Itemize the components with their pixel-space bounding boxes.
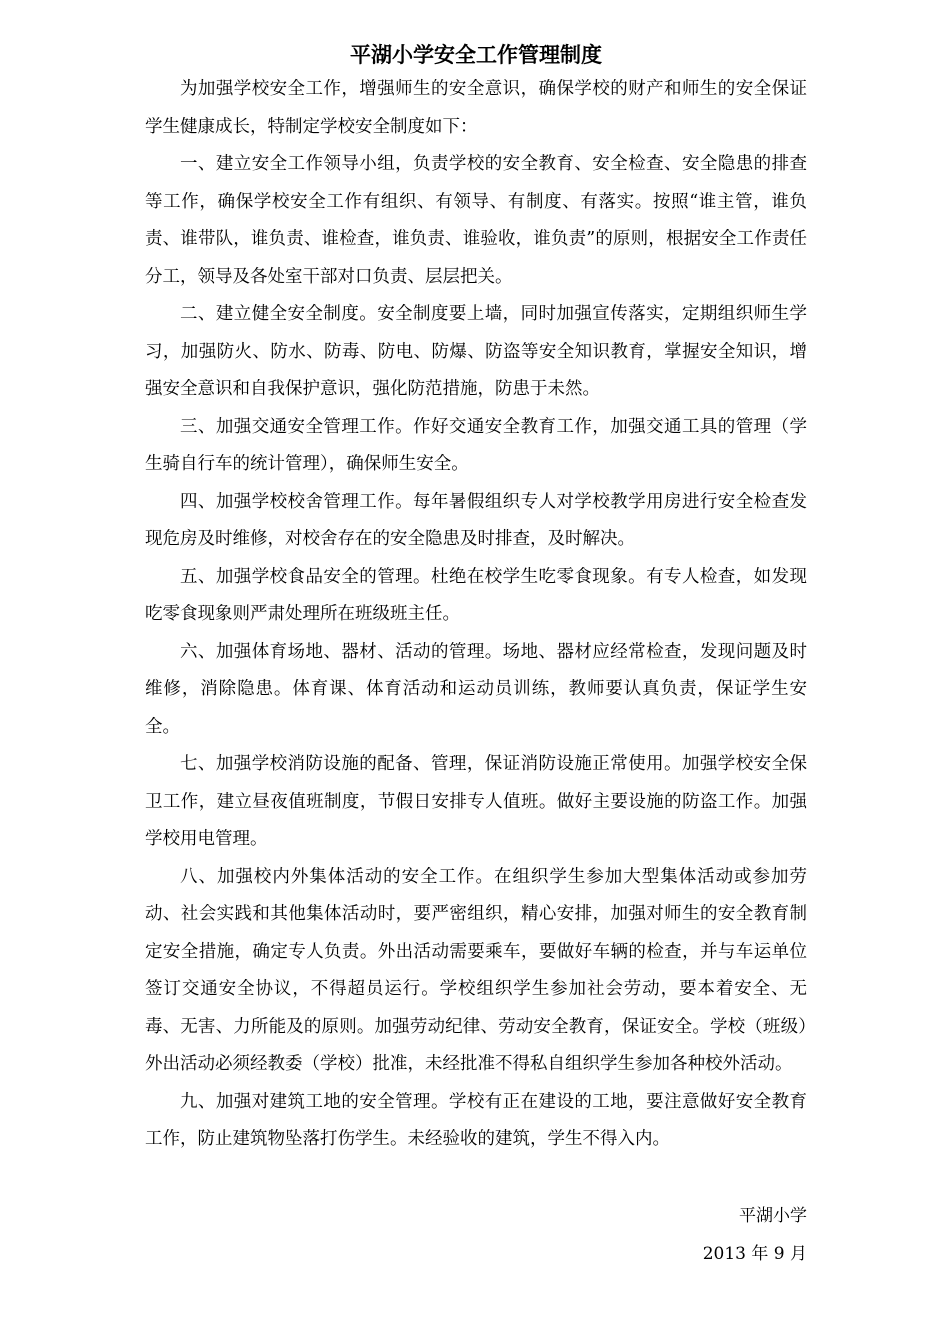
clause-5: 五、加强学校食品安全的管理。杜绝在校学生吃零食现象。有专人检查，如发现吃零食现象则严肃处理所在班级班主任。: [145, 566, 807, 624]
clause-3: 三、加强交通安全管理工作。作好交通安全教育工作，加强交通工具的管理（学生骑自行车的统计管理），确保师生安全。: [145, 416, 807, 474]
document-page: [145, 40, 807, 1273]
document-title: 平湖小学安全工作管理制度: [350, 43, 602, 67]
clause-2: 二、建立健全安全制度。安全制度要上墙，同时加强宣传落实，定期组织师生学习，加强防火、防水、防毒、防电、防爆、防盗等安全知识教育，掌握安全知识，增强安全意识和自我保护意识，强化防范措施，防患于未然。: [145, 304, 807, 399]
signature-block: [145, 1197, 807, 1273]
intro-paragraph: 为加强学校安全工作，增强师生的安全意识，确保学校的财产和师生的安全保证学生健康成长，特制定学校安全制度如下：: [145, 79, 807, 137]
clause-7: 七、加强学校消防设施的配备、管理，保证消防设施正常使用。加强学校安全保卫工作，建立昼夜值班制度，节假日安排专人值班。做好主要设施的防盗工作。加强学校用电管理。: [145, 754, 807, 849]
clause-1: 一、建立安全工作领导小组，负责学校的安全教育、安全检查、安全隐患的排查等工作，确保学校安全工作有组织、有领导、有制度、有落实。按照“谁主管，谁负责、谁带队，谁负责、谁检查，谁负责、谁验收，谁负责”的原则，根据安全工作责任分工，领导及各处室干部对口负责、层层把关。: [145, 154, 807, 287]
clause-8: 八、加强校内外集体活动的安全工作。在组织学生参加大型集体活动或参加劳动、社会实践和其他集体活动时，要严密组织，精心安排，加强对师生的安全教育制定安全措施，确定专人负责。外出活动需要乘车，要做好车辆的检查，并与车运单位签订交通安全协议，不得超员运行。学校组织学生参加社会劳动，要本着安全、无毒、无害、力所能及的原则。加强劳动纪律、劳动安全教育，保证安全。学校（班级）外出活动必须经教委（学校）批准，未经批准不得私自组织学生参加各种校外活动。: [145, 866, 807, 1074]
clause-4: 四、加强学校校舍管理工作。每年暑假组织专人对学校教学用房进行安全检查发现危房及时维修，对校舍存在的安全隐患及时排查，及时解决。: [145, 491, 807, 549]
clause-6: 六、加强体育场地、器材、活动的管理。场地、器材应经常检查，发现问题及时维修，消除隐患。体育课、体育活动和运动员训练，教师要认真负责，保证学生安全。: [145, 641, 807, 737]
clause-9: 九、加强对建筑工地的安全管理。学校有正在建设的工地，要注意做好安全教育工作，防止建筑物坠落打伤学生。未经验收的建筑，学生不得入内。: [145, 1091, 807, 1149]
signature-organization: 平湖小学: [739, 1205, 807, 1226]
signature-date: 2013 年 9 月: [702, 1243, 807, 1264]
